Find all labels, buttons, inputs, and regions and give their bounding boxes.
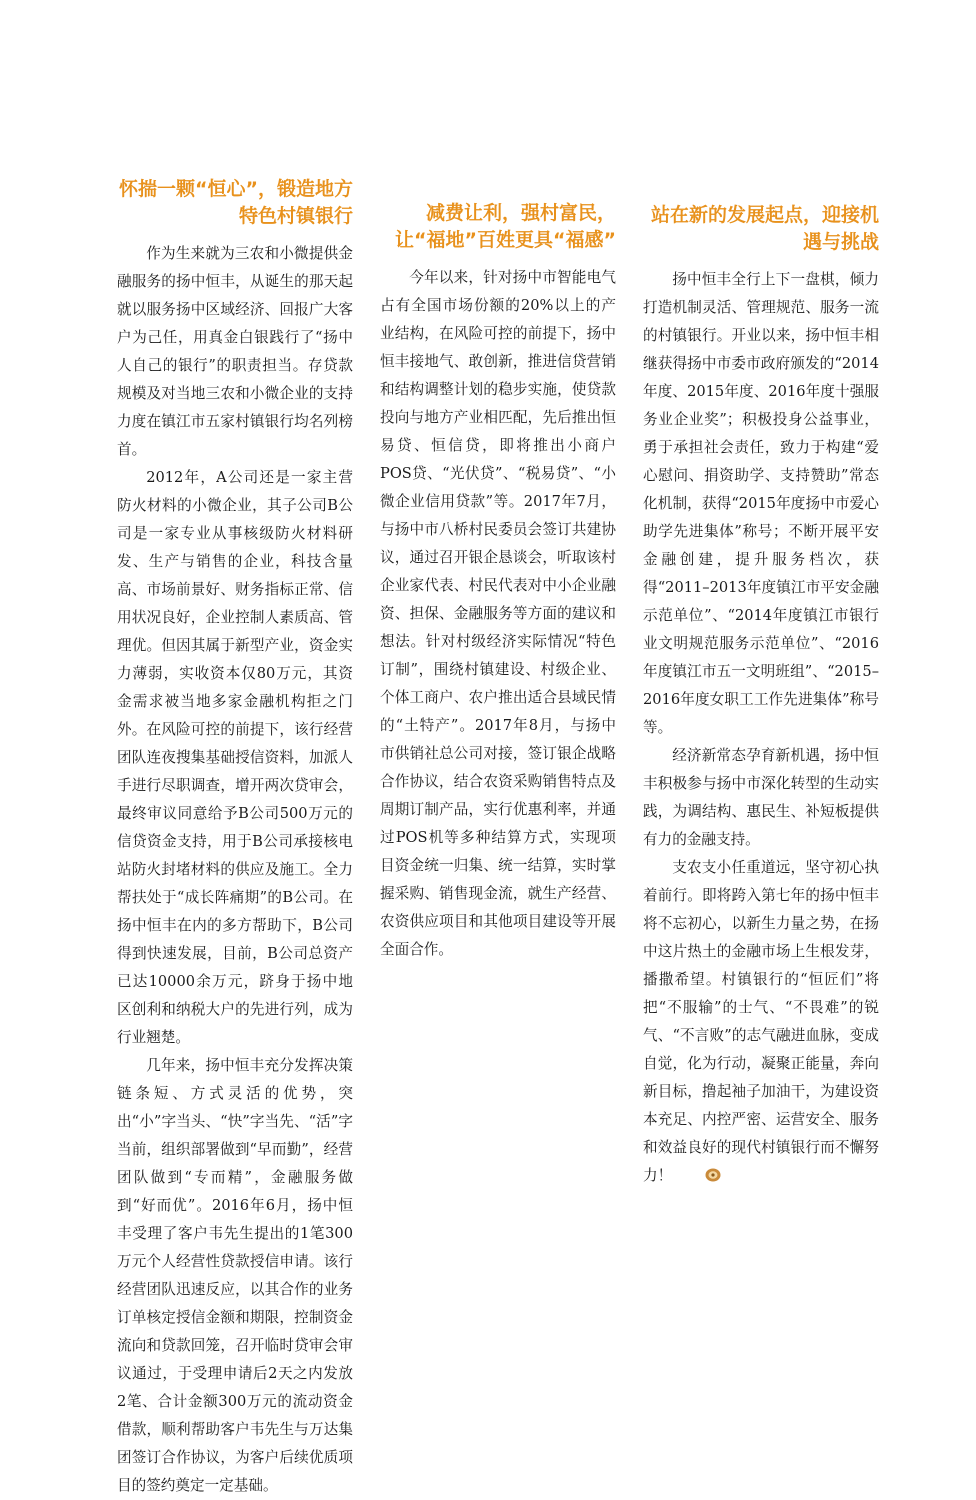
- paragraph-text: 支农支小任重道远，坚守初心执着前行。即将跨入第七年的扬中恒丰将不忘初心，以新生力量之势，在扬中这片热土的金融市场上生根发芽，播撒希望。村镇银行的“恒匠们”将把“不服输”的士气、“不畏难”的锐气、“不言败”的志气融进血脉，变成自觉，化为行动，凝聚正能量，奔向新目标，撸起袖子加油干，为建设资本充足、内控严密、运营安全、服务和效益良好的现代村镇银行而不懈努力！: [643, 859, 879, 1184]
- paragraph: 2012年，A公司还是一家主营防火材料的小微企业，其子公司B公司是一家专业从事核级防火材料研发、生产与销售的企业，科技含量高、市场前景好、财务指标正常、信用状况良好，企业控制人素质高、管理优。但因其属于新型产业，资金实力薄弱，实收资本仅80万元，其资金需求被当地多家金融机构拒之门外。在风险可控的前提下，该行经营团队连夜搜集基础授信资料，加派人手进行尽职调查，增开两次贷审会，最终审议同意给予B公司500万元的信贷资金支持，用于B公司承接核电站防火封堵材料的供应及施工。全力帮扶处于“成长阵痛期”的B公司。在扬中恒丰在内的多方帮助下，B公司得到快速发展，目前，B公司总资产已达10000余万元，跻身于扬中地区创利和纳税大户的先进行列，成为行业翘楚。: [117, 469, 353, 1046]
- column-2: [380, 176, 616, 964]
- section-heading-1: 怀揣一颗“恒心”，锻造地方特色村镇银行: [119, 178, 353, 227]
- section-heading-2: 减费让利，强村富民，让“福地”百姓更具“福感”: [395, 202, 616, 251]
- paragraph: [643, 854, 879, 1190]
- paragraph: 经济新常态孕育新机遇，扬中恒丰积极参与扬中市深化转型的生动实践，为调结构、惠民生、补短板提供有力的金融支持。: [643, 747, 879, 848]
- paragraph: 作为生来就为三农和小微提供金融服务的扬中恒丰，从诞生的那天起就以服务扬中区域经济、回报广大客户为己任，用真金白银践行了“扬中人自己的银行”的职责担当。存贷款规模及对当地三农和小微企业的支持力度在镇江市五家村镇银行均名列榜首。: [117, 245, 353, 458]
- section-heading-3: 站在新的发展起点，迎接机遇与挑战: [650, 204, 879, 253]
- magazine-end-mark-icon: [676, 1164, 692, 1178]
- paragraph: 几年来，扬中恒丰充分发挥决策链条短、方式灵活的优势，突出“小”字当头、“快”字当先、“活”字当前，组织部署做到“早而勤”，经营团队做到“专而精”，金融服务做到“好而优”。2016年6月，扬中恒丰受理了客户韦先生提出的1笔300万元个人经营性贷款授信申请。该行经营团队迅速反应，以其合作的业务订单核定授信金额和期限，控制资金流向和贷款回笼，召开临时贷审会审议通过，于受理申请后2天之内发放2笔、合计金额300万元的流动资金借款，顺利帮助客户韦先生与万达集团签订合作协议，为客户后续优质项目的签约奠定一定基础。: [117, 1057, 353, 1494]
- column-1: [117, 176, 353, 1500]
- paragraph: 今年以来，针对扬中市智能电气占有全国市场份额的20%以上的产业结构，在风险可控的前提下，扬中恒丰接地气、敢创新，推进信贷营销和结构调整计划的稳步实施，使贷款投向与地方产业相匹配，先后推出恒易贷、恒信贷，即将推出小商户POS贷、“光伏贷”、“税易贷”、“小微企业信用贷款”等。2017年7月，与扬中市八桥村民委员会签订共建协议，通过召开银企恳谈会，听取该村企业家代表、村民代表对中小企业融资、担保、金融服务等方面的建议和想法。针对村级经济实际情况“特色订制”，围绕村镇建设、村级企业、个体工商户、农户推出适合县域民情的“土特产”。2017年8月，与扬中市供销社总公司对接，签订银企战略合作协议，结合农资采购销售特点及周期订制产品，实行优惠利率，并通过POS机等多种结算方式，实现项目资金统一归集、统一结算，实时掌握采购、销售现金流，就生产经营、农资供应项目和其他项目建设等开展全面合作。: [380, 269, 616, 958]
- paragraph: 扬中恒丰全行上下一盘棋，倾力打造机制灵活、管理规范、服务一流的村镇银行。开业以来，扬中恒丰相继获得扬中市委市政府颁发的“2014年度、2015年度、2016年度十强服务业企业奖”；积极投身公益事业，勇于承担社会责任，致力于构建“爱心慰问、捐资助学、支持赞助”常态化机制，获得“2015年度扬中市爱心助学先进集体”称号；不断开展平安金融创建，提升服务档次，获得“2011–2013年度镇江市平安金融示范单位”、“2014年度镇江市银行业文明规范服务示范单位”、“2016年度镇江市五一文明班组”、“2015–2016年度女职工工作先进集体”称号等。: [643, 271, 879, 736]
- column-3: [643, 176, 879, 1190]
